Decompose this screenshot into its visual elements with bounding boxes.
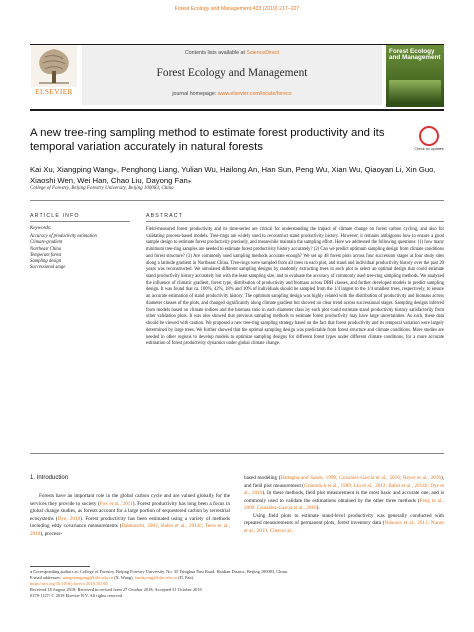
intro-text: ), and field plot measurement ( [244, 475, 444, 489]
intro-text: Using field plots to estimate stand-level productivity was generally conducted with repeated measurements of permanent plots, forest inventory data ( [244, 512, 444, 526]
issn-copyright: 0378-1127/ © 2018 Elsevier B.V. All rights reserved. [30, 593, 124, 598]
citation-link[interactable]: Fox et al., 2011 [99, 500, 133, 507]
citation-link[interactable]: Nabuurs et al., 2013; Nunes et al., 2013; Chen et al., [244, 520, 444, 534]
abstract-rule [146, 221, 444, 222]
header-top-rule [30, 44, 444, 45]
doi-link[interactable]: https://doi.org/10.1016/j.foreco.2018.10.065 [30, 581, 108, 586]
introduction-left-column [30, 493, 230, 538]
keyword-item: Climate-gradient [30, 240, 63, 246]
intro-text: based modeling ( [244, 475, 281, 481]
email-prefix: E-mail addresses: [30, 575, 63, 580]
intro-text: ). In these methods, field plot measurement is the most basic and accurate one, and is commonly used to validate the estimations obtained by the other three methods ( [244, 490, 444, 504]
author-list: Kai Xu, Xiangping Wang⁎, Penghong Liang, Yulian Wu, Hailong An, Han Sun, Peng Wu, Xian Wu, Qiaoyan Li, Xin Guo, Xiaoshi Wen, Wei Han, Chao Liu, Dayong Fan⁎ [30, 165, 436, 185]
keyword-item: Northeast China [30, 246, 62, 252]
corresponding-author-note: ⁎ Corresponding authors at: College of Forestry, Beijing Forestry University, No. 35 Tsinghua East Road, Haidian District, Beijing 100083, China. [30, 569, 288, 574]
sciencedirect-link[interactable]: ScienceDirect [246, 50, 280, 56]
abstract-heading: ABSTRACT [146, 213, 184, 219]
article-info-rule [30, 221, 130, 222]
journal-title[interactable]: Forest Ecology and Management [156, 67, 308, 79]
abstract-text: Field-measured forest productivity and its time-series are critical for understanding the impact of climate change on forest carbon cycling, and also for validating process-based models. Tree-rings are widely used to reconstruct stand productivity history. However, it remains ambiguous how to ensure a good sample design to estimate forest productivity precisely, and meanwhile maintain the sampling effort. Here we addressed the following questions: (1) how many minimum tree-ring samples are needed to estimate forest productivity history accurately? (2) Can we predict optimum sampling design from climate conditions and forest structure? (3) Are commonly used sampling methods accurate enough? We set up 48 forest plots across four succession stages at four study sites along a latitude gradient in Northeast China. Tree-rings were sampled from all trees in each plot, and stand and individual productivity history over the past 20 years was reconstructed. We simulated different sampling designs by randomly extracting trees in each plot to select an optimal design that could estimate stand productivity history accurately but with the least sampling size, and to evaluate the accuracy of commonly used tree-ring sampling methods. We analyzed the influence of climatic gradient, forest type, distribution of productivity and biomass across DBH classes, and further developed models to predict sampling design. It was found that ca. 100%, 42%, 18% and 10% of individuals should be sampled from the 1/4 largest to the 1/4 smallest trees, respectively, to ensure an accurate estimation of stand productivity history. The optimum sampling design was highly related with the distribution of productivity and biomass across diameter classes of the plots, and changed significantly along climate gradient but showed no clear trend across successional stages. Sampling designs inferred from models based on climate indices and the biomass ratio in each diameter class by each plot could estimate stand productivity history satisfactorily from other validation plots. It was also showed that previous sampling methods to estimate forest productivity may have large uncertainties. As such, these data should be viewed with caution. We proposed a new tree-ring sampling strategy based on the fact that forest productivity and its temporal variation were largely determined by large trees. We further showed that the optimal sampling design was predictable from forest structure and climate conditions. More studies are needed in other regions to develop models to optimize sampling designs for different forest types under different climate conditions, for a more accurate estimation of forest productivity dynamics under global climate change. [146, 227, 444, 347]
check-updates-icon [419, 126, 439, 146]
intro-text: ). Forest productivity has been estimated using a variety of methods including eddy covariance measurements ( [30, 515, 230, 529]
journal-cover-image[interactable] [386, 45, 444, 107]
cover-photo [389, 80, 441, 104]
keyword-item: Successional stage [30, 265, 66, 271]
citation-link[interactable]: Graumlich et al., 1989; Liu et al., 2012; Babst et al., 2014b; Dye et al., 2016 [244, 482, 444, 496]
journal-homepage-link[interactable]: www.elsevier.com/locate/foreco [217, 91, 292, 97]
contents-prefix: Contents lists available at [184, 50, 247, 56]
received-dates: Received 18 August 2018; Received in revised form 27 October 2018; Accepted 31 October 2018 [30, 587, 202, 592]
footnote-rule [30, 566, 90, 567]
footnotes [30, 569, 444, 599]
elsevier-tree-icon [31, 45, 77, 87]
keyword-item: Sampling design [30, 259, 62, 265]
check-updates-label: Check for updates [414, 147, 444, 151]
abstract-end-rule [30, 453, 444, 454]
header-bottom-rule [30, 109, 444, 111]
affiliation: College of Forestry, Beijing Forestry University, Beijing 100083, China [30, 186, 174, 191]
homepage-line [82, 91, 382, 97]
citation-link[interactable]: Bakkoucht, 2003; Babst et al., 2014c; Teets et al., 2018 [30, 523, 230, 537]
intro-text: Forests have an important role in the global carbon cycle and are valued globally for the services they provide to society ( [30, 493, 230, 507]
intro-text: ). [316, 505, 320, 511]
journal-header [82, 45, 382, 105]
keywords-list [30, 234, 140, 272]
elsevier-logo[interactable] [31, 45, 77, 97]
elsevier-wordmark: ELSEVIER [35, 87, 73, 96]
paper-title: A new tree-ring sampling method to estimate forest productivity and its temporal variation accurately in natural forests [30, 127, 385, 153]
affiliation-rule [30, 200, 444, 201]
intro-text: ). Forest productivity has long been a focus in global change studies, as forests account for a large portion of sequestered carbon by terrestrial ecosystems ( [30, 500, 230, 522]
journal-citation[interactable]: Forest Ecology and Management 433 (2019) 217–227 [174, 6, 300, 12]
email-link[interactable]: fandayong@bjfu.edu.cn [134, 575, 178, 580]
cover-title: Forest Ecology and Management [389, 48, 441, 62]
email-owner: (X. Wang), [113, 575, 135, 580]
introduction-right-column [244, 475, 444, 535]
contents-line [82, 50, 382, 56]
keyword-item: Accuracy of productivity estimation [30, 234, 97, 239]
citation-link[interactable]: Feng et al., 2009; González-García et al., 2016 [244, 497, 444, 511]
intro-text: ), process- [40, 530, 62, 537]
email-owner: (D. Fan). [177, 575, 195, 580]
citation-link[interactable]: Battaglia and Sands, 1998; González-García et al., 2016; Reyer et al., 2016 [280, 475, 441, 481]
check-for-updates-button[interactable] [414, 126, 444, 156]
keyword-item: Temperate forest [30, 252, 62, 258]
article-info-heading: ARTICLE INFO [30, 213, 80, 219]
keywords-label: Keywords: [30, 226, 52, 231]
citation-link[interactable]: Dye, 2018 [57, 515, 81, 522]
email-link[interactable]: wangxiangping@bjfu.edu.cn [62, 575, 114, 580]
homepage-prefix: journal homepage: [172, 91, 218, 97]
introduction-heading: 1. Introduction [30, 475, 69, 481]
